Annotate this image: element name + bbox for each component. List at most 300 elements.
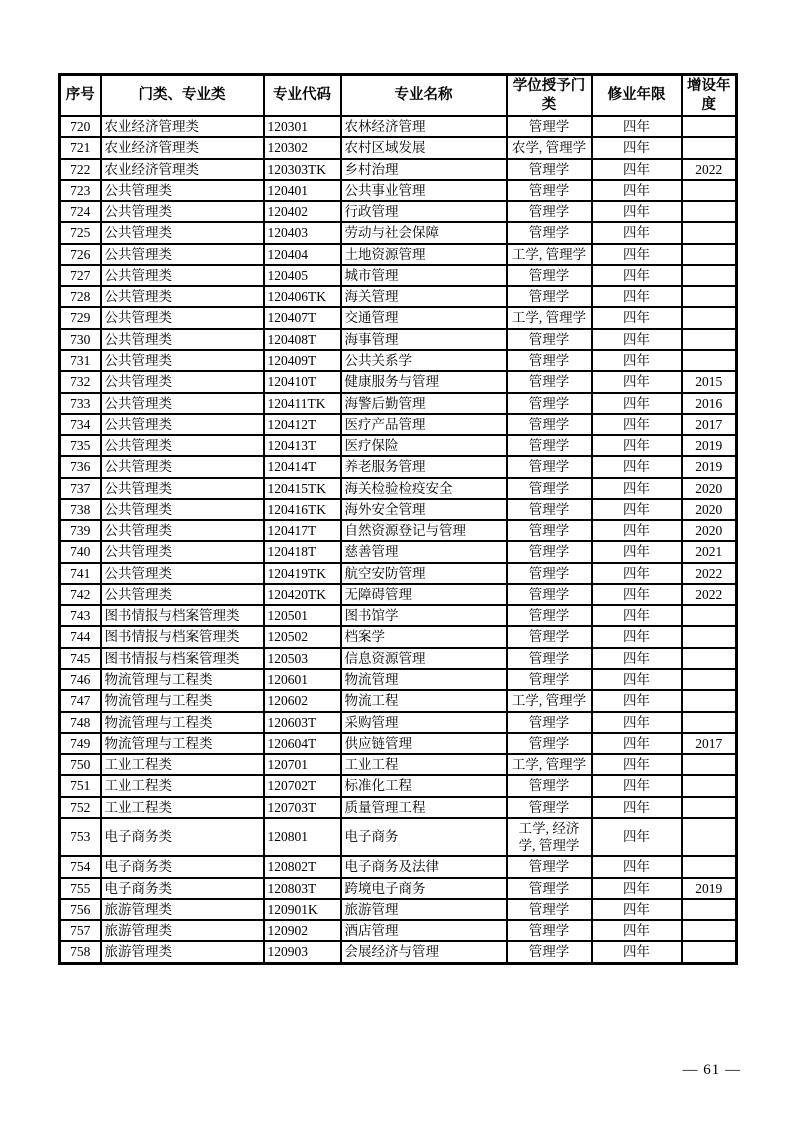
table-cell: 物流管理与工程类 xyxy=(101,712,264,733)
table-cell: 管理学 xyxy=(507,878,592,899)
table-row xyxy=(60,499,737,520)
table-cell xyxy=(682,329,737,350)
table-cell: 736 xyxy=(60,456,101,477)
table-cell: 医疗保险 xyxy=(341,435,507,456)
table-cell xyxy=(682,648,737,669)
table-cell: 739 xyxy=(60,520,101,541)
table-cell: 电子商务类 xyxy=(101,856,264,877)
table-cell: 120409T xyxy=(264,350,341,371)
table-cell: 四年 xyxy=(592,159,682,180)
column-header: 序号 xyxy=(60,75,101,117)
table-cell: 120801 xyxy=(264,818,341,857)
table-cell: 电子商务类 xyxy=(101,818,264,857)
table-cell: 医疗产品管理 xyxy=(341,414,507,435)
table-cell: 海警后勤管理 xyxy=(341,393,507,414)
table-cell: 管理学 xyxy=(507,393,592,414)
table-cell: 730 xyxy=(60,329,101,350)
table-cell: 120703T xyxy=(264,797,341,818)
table-cell: 农林经济管理 xyxy=(341,116,507,137)
table-cell: 物流管理与工程类 xyxy=(101,690,264,711)
table-cell: 公共管理类 xyxy=(101,201,264,222)
table-cell: 756 xyxy=(60,899,101,920)
table-cell: 公共管理类 xyxy=(101,520,264,541)
table-cell xyxy=(682,920,737,941)
table-cell: 120406TK xyxy=(264,286,341,307)
table-cell: 农业经济管理类 xyxy=(101,159,264,180)
table-cell: 四年 xyxy=(592,878,682,899)
table-cell: 120603T xyxy=(264,712,341,733)
table-cell: 721 xyxy=(60,137,101,158)
table-cell: 四年 xyxy=(592,350,682,371)
table-cell: 四年 xyxy=(592,856,682,877)
table-cell: 管理学 xyxy=(507,712,592,733)
table-cell: 2020 xyxy=(682,520,737,541)
table-cell: 管理学 xyxy=(507,920,592,941)
table-row xyxy=(60,690,737,711)
table-cell: 管理学 xyxy=(507,563,592,584)
table-cell: 四年 xyxy=(592,371,682,392)
table-cell: 120702T xyxy=(264,775,341,796)
table-cell: 741 xyxy=(60,563,101,584)
table-body xyxy=(60,116,737,963)
table-cell: 公共管理类 xyxy=(101,478,264,499)
table-cell: 120412T xyxy=(264,414,341,435)
table-cell: 工业工程类 xyxy=(101,775,264,796)
table-row xyxy=(60,797,737,818)
table-row xyxy=(60,222,737,243)
table-cell: 城市管理 xyxy=(341,265,507,286)
table-cell: 工学, 管理学 xyxy=(507,244,592,265)
table-cell xyxy=(682,137,737,158)
table-cell: 744 xyxy=(60,626,101,647)
table-cell: 四年 xyxy=(592,414,682,435)
table-cell: 2020 xyxy=(682,478,737,499)
table-cell: 信息资源管理 xyxy=(341,648,507,669)
table-cell xyxy=(682,818,737,857)
table-cell: 无障碍管理 xyxy=(341,584,507,605)
table-cell: 720 xyxy=(60,116,101,137)
table-cell: 会展经济与管理 xyxy=(341,941,507,963)
table-cell: 农村区域发展 xyxy=(341,137,507,158)
table-cell: 管理学 xyxy=(507,456,592,477)
table-cell: 供应链管理 xyxy=(341,733,507,754)
table-cell: 733 xyxy=(60,393,101,414)
table-cell: 743 xyxy=(60,605,101,626)
table-cell: 2019 xyxy=(682,456,737,477)
table-cell: 四年 xyxy=(592,605,682,626)
table-cell: 120602 xyxy=(264,690,341,711)
table-row xyxy=(60,733,737,754)
table-cell: 图书情报与档案管理类 xyxy=(101,626,264,647)
table-row xyxy=(60,520,737,541)
column-header: 增设年度 xyxy=(682,75,737,117)
table-cell: 管理学 xyxy=(507,180,592,201)
table-cell: 120402 xyxy=(264,201,341,222)
table-cell: 农业经济管理类 xyxy=(101,137,264,158)
table-cell: 四年 xyxy=(592,435,682,456)
table-cell: 管理学 xyxy=(507,286,592,307)
table-cell: 管理学 xyxy=(507,201,592,222)
table-cell: 物流管理 xyxy=(341,669,507,690)
table-cell: 722 xyxy=(60,159,101,180)
table-cell xyxy=(682,712,737,733)
table-cell: 四年 xyxy=(592,648,682,669)
table-cell: 四年 xyxy=(592,797,682,818)
table-cell: 工学, 管理学 xyxy=(507,307,592,328)
table-cell: 751 xyxy=(60,775,101,796)
table-row xyxy=(60,818,737,857)
table-cell: 120601 xyxy=(264,669,341,690)
table-cell: 电子商务及法律 xyxy=(341,856,507,877)
table-cell xyxy=(682,350,737,371)
table-cell xyxy=(682,201,737,222)
table-row xyxy=(60,669,737,690)
table-cell: 740 xyxy=(60,541,101,562)
table-cell: 四年 xyxy=(592,286,682,307)
table-cell: 四年 xyxy=(592,626,682,647)
table-cell: 120413T xyxy=(264,435,341,456)
table-cell: 738 xyxy=(60,499,101,520)
table-cell: 管理学 xyxy=(507,435,592,456)
table-row xyxy=(60,414,737,435)
table-cell: 图书情报与档案管理类 xyxy=(101,648,264,669)
table-cell xyxy=(682,669,737,690)
table-cell: 732 xyxy=(60,371,101,392)
table-cell: 2016 xyxy=(682,393,737,414)
table-cell: 四年 xyxy=(592,775,682,796)
table-cell: 航空安防管理 xyxy=(341,563,507,584)
table-row xyxy=(60,648,737,669)
table-cell: 管理学 xyxy=(507,733,592,754)
table-row xyxy=(60,605,737,626)
table-row xyxy=(60,920,737,941)
table-cell: 慈善管理 xyxy=(341,541,507,562)
table-cell xyxy=(682,797,737,818)
table-cell: 758 xyxy=(60,941,101,963)
table-cell xyxy=(682,856,737,877)
table-cell: 120802T xyxy=(264,856,341,877)
table-cell: 公共管理类 xyxy=(101,180,264,201)
table-row xyxy=(60,775,737,796)
table-cell: 四年 xyxy=(592,393,682,414)
table-cell: 120303TK xyxy=(264,159,341,180)
table-row xyxy=(60,137,737,158)
table-cell: 标准化工程 xyxy=(341,775,507,796)
table-cell: 750 xyxy=(60,754,101,775)
table-cell: 公共管理类 xyxy=(101,541,264,562)
table-cell: 公共管理类 xyxy=(101,435,264,456)
table-cell: 四年 xyxy=(592,754,682,775)
table-cell: 公共管理类 xyxy=(101,244,264,265)
table-cell: 电子商务 xyxy=(341,818,507,857)
table-row xyxy=(60,626,737,647)
column-header: 门类、专业类 xyxy=(101,75,264,117)
table-cell: 734 xyxy=(60,414,101,435)
table-cell xyxy=(682,244,737,265)
table-cell: 120302 xyxy=(264,137,341,158)
table-cell xyxy=(682,754,737,775)
table-cell xyxy=(682,222,737,243)
table-cell: 726 xyxy=(60,244,101,265)
table-row xyxy=(60,584,737,605)
table-cell: 四年 xyxy=(592,818,682,857)
table-cell: 工业工程类 xyxy=(101,797,264,818)
table-row xyxy=(60,541,737,562)
table-cell: 120417T xyxy=(264,520,341,541)
table-cell: 120419TK xyxy=(264,563,341,584)
table-cell: 120418T xyxy=(264,541,341,562)
table-cell: 120416TK xyxy=(264,499,341,520)
table-cell: 物流管理与工程类 xyxy=(101,669,264,690)
table-cell: 四年 xyxy=(592,265,682,286)
table-cell: 图书馆学 xyxy=(341,605,507,626)
table-cell: 723 xyxy=(60,180,101,201)
table-cell: 728 xyxy=(60,286,101,307)
table-cell: 海关管理 xyxy=(341,286,507,307)
table-row xyxy=(60,329,737,350)
table-cell: 海关检验检疫安全 xyxy=(341,478,507,499)
table-row xyxy=(60,350,737,371)
table-cell: 四年 xyxy=(592,499,682,520)
table-cell: 管理学 xyxy=(507,941,592,963)
table-cell: 海事管理 xyxy=(341,329,507,350)
table-cell: 健康服务与管理 xyxy=(341,371,507,392)
table-cell: 管理学 xyxy=(507,222,592,243)
table-cell: 731 xyxy=(60,350,101,371)
table-cell: 749 xyxy=(60,733,101,754)
table-cell: 公共管理类 xyxy=(101,456,264,477)
table-cell: 管理学 xyxy=(507,159,592,180)
table-cell: 管理学 xyxy=(507,648,592,669)
table-cell: 四年 xyxy=(592,456,682,477)
table-cell: 725 xyxy=(60,222,101,243)
table-cell: 行政管理 xyxy=(341,201,507,222)
table-cell: 土地资源管理 xyxy=(341,244,507,265)
table-cell: 120501 xyxy=(264,605,341,626)
table-cell: 四年 xyxy=(592,137,682,158)
table-cell: 120903 xyxy=(264,941,341,963)
table-cell: 120407T xyxy=(264,307,341,328)
table-cell: 管理学 xyxy=(507,541,592,562)
table-cell: 2022 xyxy=(682,584,737,605)
table-cell: 旅游管理类 xyxy=(101,920,264,941)
column-header: 修业年限 xyxy=(592,75,682,117)
table-cell: 四年 xyxy=(592,520,682,541)
table-cell: 737 xyxy=(60,478,101,499)
table-cell: 跨境电子商务 xyxy=(341,878,507,899)
table-cell: 乡村治理 xyxy=(341,159,507,180)
table-cell: 四年 xyxy=(592,712,682,733)
table-cell: 120403 xyxy=(264,222,341,243)
table-cell: 管理学 xyxy=(507,775,592,796)
table-cell xyxy=(682,286,737,307)
table-cell: 农学, 管理学 xyxy=(507,137,592,158)
table-cell: 四年 xyxy=(592,244,682,265)
table-cell: 劳动与社会保障 xyxy=(341,222,507,243)
table-row xyxy=(60,244,737,265)
table-cell: 管理学 xyxy=(507,371,592,392)
table-cell: 公共管理类 xyxy=(101,350,264,371)
table-cell: 旅游管理 xyxy=(341,899,507,920)
column-header: 学位授予门类 xyxy=(507,75,592,117)
table-cell xyxy=(682,775,737,796)
table-cell: 管理学 xyxy=(507,265,592,286)
table-cell xyxy=(682,899,737,920)
table-cell: 747 xyxy=(60,690,101,711)
table-cell: 档案学 xyxy=(341,626,507,647)
table-row xyxy=(60,712,737,733)
table-cell: 公共管理类 xyxy=(101,222,264,243)
table-cell: 公共关系学 xyxy=(341,350,507,371)
table-cell: 四年 xyxy=(592,584,682,605)
table-cell: 120414T xyxy=(264,456,341,477)
table-cell: 745 xyxy=(60,648,101,669)
table-cell: 2015 xyxy=(682,371,737,392)
table-cell: 管理学 xyxy=(507,116,592,137)
table-cell: 120408T xyxy=(264,329,341,350)
table-cell: 2021 xyxy=(682,541,737,562)
table-cell: 酒店管理 xyxy=(341,920,507,941)
table-row xyxy=(60,159,737,180)
table-cell: 2019 xyxy=(682,878,737,899)
table-row xyxy=(60,878,737,899)
table-cell: 管理学 xyxy=(507,329,592,350)
table-cell: 四年 xyxy=(592,669,682,690)
table-cell: 公共管理类 xyxy=(101,499,264,520)
table-cell: 图书情报与档案管理类 xyxy=(101,605,264,626)
table-row xyxy=(60,180,737,201)
table-cell: 120410T xyxy=(264,371,341,392)
table-cell xyxy=(682,605,737,626)
table-cell: 120420TK xyxy=(264,584,341,605)
table-cell: 120411TK xyxy=(264,393,341,414)
table-cell: 四年 xyxy=(592,941,682,963)
table-cell: 四年 xyxy=(592,899,682,920)
table-cell xyxy=(682,180,737,201)
table-cell xyxy=(682,626,737,647)
table-cell: 四年 xyxy=(592,116,682,137)
table-cell: 管理学 xyxy=(507,478,592,499)
table-cell: 120604T xyxy=(264,733,341,754)
table-row xyxy=(60,941,737,963)
table-cell: 公共管理类 xyxy=(101,307,264,328)
table-cell: 工学, 管理学 xyxy=(507,754,592,775)
table-cell: 120404 xyxy=(264,244,341,265)
table-cell: 2020 xyxy=(682,499,737,520)
page-number: — 61 — xyxy=(682,1062,741,1078)
table-cell: 管理学 xyxy=(507,584,592,605)
table-cell: 120803T xyxy=(264,878,341,899)
table-cell: 四年 xyxy=(592,201,682,222)
table-cell: 工业工程类 xyxy=(101,754,264,775)
table-cell: 四年 xyxy=(592,329,682,350)
table-cell: 754 xyxy=(60,856,101,877)
table-row xyxy=(60,201,737,222)
table-cell: 管理学 xyxy=(507,520,592,541)
table-cell: 四年 xyxy=(592,222,682,243)
table-cell: 120401 xyxy=(264,180,341,201)
table-cell: 农业经济管理类 xyxy=(101,116,264,137)
table-cell: 工学, 经济学, 管理学 xyxy=(507,818,592,857)
table-row xyxy=(60,456,737,477)
table-cell: 管理学 xyxy=(507,899,592,920)
table-row xyxy=(60,265,737,286)
table-cell: 公共管理类 xyxy=(101,563,264,584)
table-row xyxy=(60,754,737,775)
table-cell: 公共管理类 xyxy=(101,329,264,350)
table-cell: 729 xyxy=(60,307,101,328)
table-cell xyxy=(682,690,737,711)
table-cell: 管理学 xyxy=(507,414,592,435)
table-cell xyxy=(682,941,737,963)
table-row xyxy=(60,899,737,920)
table-cell: 755 xyxy=(60,878,101,899)
table-cell: 四年 xyxy=(592,180,682,201)
table-row xyxy=(60,393,737,414)
table-cell: 四年 xyxy=(592,690,682,711)
table-row xyxy=(60,371,737,392)
table-cell: 物流工程 xyxy=(341,690,507,711)
table-cell: 2019 xyxy=(682,435,737,456)
table-cell: 管理学 xyxy=(507,350,592,371)
table-cell: 公共事业管理 xyxy=(341,180,507,201)
table-cell: 724 xyxy=(60,201,101,222)
table-row xyxy=(60,116,737,137)
column-header: 专业代码 xyxy=(264,75,341,117)
table-cell: 四年 xyxy=(592,541,682,562)
table-cell: 管理学 xyxy=(507,626,592,647)
table-cell: 120415TK xyxy=(264,478,341,499)
table-cell: 公共管理类 xyxy=(101,371,264,392)
table-cell: 120405 xyxy=(264,265,341,286)
table-row xyxy=(60,435,737,456)
table-cell: 2017 xyxy=(682,414,737,435)
table-cell: 120502 xyxy=(264,626,341,647)
table-cell: 753 xyxy=(60,818,101,857)
table-row xyxy=(60,286,737,307)
table-cell: 管理学 xyxy=(507,499,592,520)
table-cell xyxy=(682,307,737,328)
table-cell xyxy=(682,116,737,137)
table-cell: 公共管理类 xyxy=(101,393,264,414)
table-cell: 120701 xyxy=(264,754,341,775)
table-row xyxy=(60,307,737,328)
table-row xyxy=(60,856,737,877)
table-cell: 757 xyxy=(60,920,101,941)
table-cell: 四年 xyxy=(592,733,682,754)
table-cell: 管理学 xyxy=(507,669,592,690)
table-cell: 工业工程 xyxy=(341,754,507,775)
table-cell: 公共管理类 xyxy=(101,414,264,435)
table-cell: 752 xyxy=(60,797,101,818)
table-cell: 公共管理类 xyxy=(101,265,264,286)
table-cell: 管理学 xyxy=(507,856,592,877)
table-cell: 自然资源登记与管理 xyxy=(341,520,507,541)
table-cell: 旅游管理类 xyxy=(101,899,264,920)
table-cell: 四年 xyxy=(592,563,682,584)
table-cell: 质量管理工程 xyxy=(341,797,507,818)
table-cell: 2017 xyxy=(682,733,737,754)
majors-table xyxy=(58,73,738,965)
table-cell: 公共管理类 xyxy=(101,286,264,307)
table-cell: 120301 xyxy=(264,116,341,137)
table-header-row xyxy=(60,75,737,117)
table-cell: 735 xyxy=(60,435,101,456)
table-cell: 四年 xyxy=(592,307,682,328)
table-cell: 742 xyxy=(60,584,101,605)
table-row xyxy=(60,563,737,584)
table-cell: 管理学 xyxy=(507,797,592,818)
